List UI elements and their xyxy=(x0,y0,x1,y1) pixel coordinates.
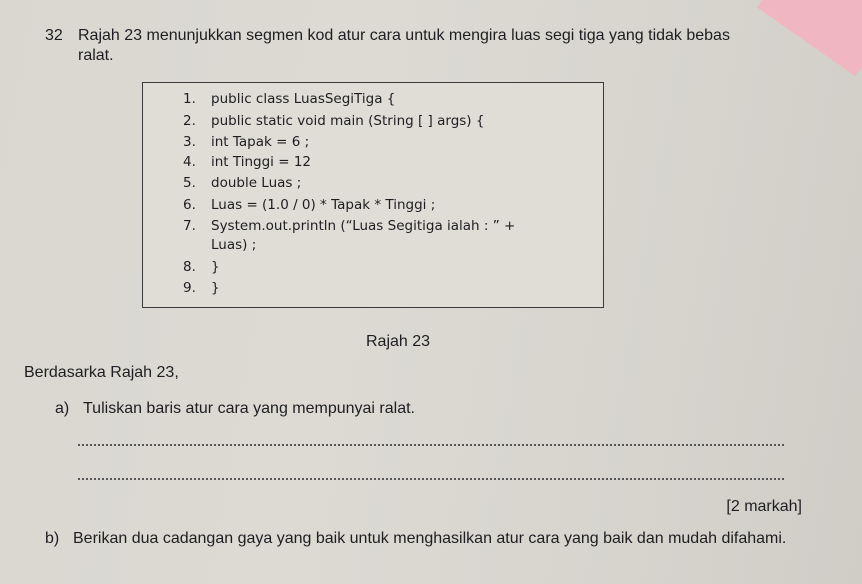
line-number: 1. xyxy=(183,91,196,107)
question-text: Rajah 23 menunjukkan segmen kod atur cara untuk mengira luas segi tiga yang tidak bebas ralat. xyxy=(78,27,730,64)
line-number: 8. xyxy=(183,259,196,275)
code-text: Luas = (1.0 / 0) * Tapak * Tinggi ; xyxy=(211,197,436,213)
line-number: 4. xyxy=(183,154,196,170)
code-text: public class LuasSegiTiga { xyxy=(211,91,396,107)
code-text: int Tapak = 6 ; xyxy=(211,134,310,150)
part-a-label: a) xyxy=(55,400,70,417)
intro-text: Berdasarka Rajah 23, xyxy=(24,364,179,381)
code-line xyxy=(183,235,256,255)
marks-label: [2 markah] xyxy=(726,498,802,515)
code-line xyxy=(183,132,309,152)
part-b-text: Berikan dua cadangan gaya yang baik untuk menghasilkan atur cara yang baik dan mudah difahami. xyxy=(73,530,787,547)
code-figure-box xyxy=(142,82,604,308)
code-text: Luas) ; xyxy=(211,237,257,253)
page-corner-decoration xyxy=(757,0,862,76)
code-text: System.out.println (“Luas Segitiga ialah : ” + xyxy=(211,218,516,234)
code-line xyxy=(183,195,435,215)
line-number: 2. xyxy=(183,113,196,129)
code-text: public static void main (String [ ] args) { xyxy=(211,113,485,129)
code-line xyxy=(183,216,515,236)
line-number: 7. xyxy=(183,218,196,234)
part-b-label: b) xyxy=(45,530,60,547)
code-text: int Tinggi = 12 xyxy=(211,154,311,170)
line-number: 9. xyxy=(183,280,196,296)
code-text: } xyxy=(211,259,220,275)
part-a-text: Tuliskan baris atur cara yang mempunyai ralat. xyxy=(83,400,415,417)
line-number: 3. xyxy=(183,134,196,150)
code-line xyxy=(183,173,301,193)
question-number: 32 xyxy=(45,27,63,44)
line-number: 5. xyxy=(183,175,196,191)
answer-line[interactable] xyxy=(78,444,784,446)
code-line xyxy=(183,257,220,277)
code-line xyxy=(183,111,484,131)
code-text: double Luas ; xyxy=(211,175,302,191)
code-line xyxy=(183,278,220,298)
answer-line[interactable] xyxy=(78,478,784,480)
code-text: } xyxy=(211,280,220,296)
figure-caption: Rajah 23 xyxy=(366,333,431,350)
code-line xyxy=(183,89,395,109)
code-line xyxy=(183,152,311,172)
line-number: 6. xyxy=(183,197,196,213)
